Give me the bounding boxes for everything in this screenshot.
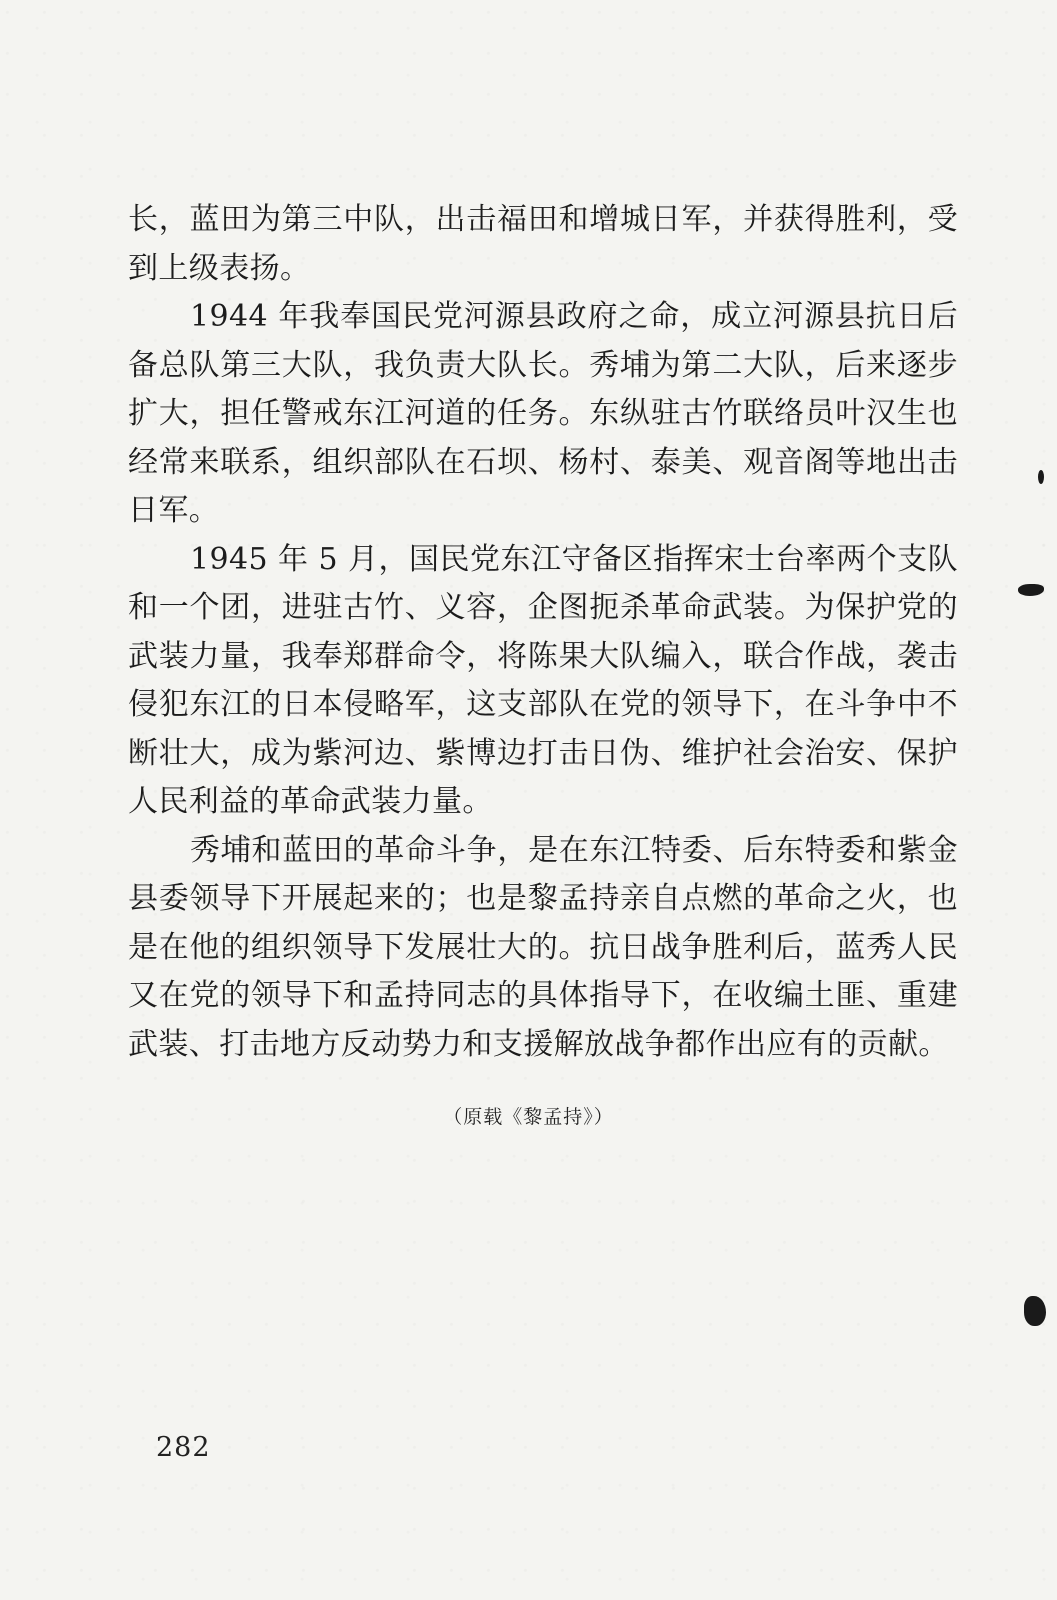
paragraph-1: 长，蓝田为第三中队，出击福田和增城日军，并获得胜利，受到上级表扬。 <box>128 202 958 286</box>
paragraph-4: 秀埔和蓝田的革命斗争，是在东江特委、后东特委和紫金县委领导下开展起来的；也是黎孟持亲自点燃的革命之火，也是在他的组织领导下发展壮大的。抗日战争胜利后，蓝秀人民又在党的领导下和孟持同志的具体指导下，在收编土匪、重建武装、打击地方反动势力和支援解放战争都作出应有的贡献。 <box>128 832 958 1062</box>
ink-blot-mark <box>1038 470 1044 484</box>
body-text <box>128 196 958 1069</box>
page-number: 282 <box>156 1432 211 1463</box>
paragraph-3: 1945 年 5 月，国民党东江守备区指挥宋士台率两个支队和一个团，进驻古竹、义容，企图扼杀革命武装。为保护党的武装力量，我奉郑群命令，将陈果大队编入，联合作战，袭击侵犯东江的日本侵略军，这支部队在党的领导下，在斗争中不断壮大，成为紫河边、紫博边打击日伪、维护社会治安、保护人民利益的革命武装力量。 <box>128 541 958 819</box>
paragraph-2: 1944 年我奉国民党河源县政府之命，成立河源县抗日后备总队第三大队，我负责大队长。秀埔为第二大队，后来逐步扩大，担任警戒东江河道的任务。东纵驻古竹联络员叶汉生也经常来联系，组织部队在石坝、杨村、泰美、观音阁等地出击日军。 <box>128 299 958 528</box>
source-note: （原载《黎孟持》） <box>443 1106 614 1128</box>
ink-blot-mark <box>1024 1296 1046 1326</box>
ink-blot-mark <box>1018 584 1044 596</box>
